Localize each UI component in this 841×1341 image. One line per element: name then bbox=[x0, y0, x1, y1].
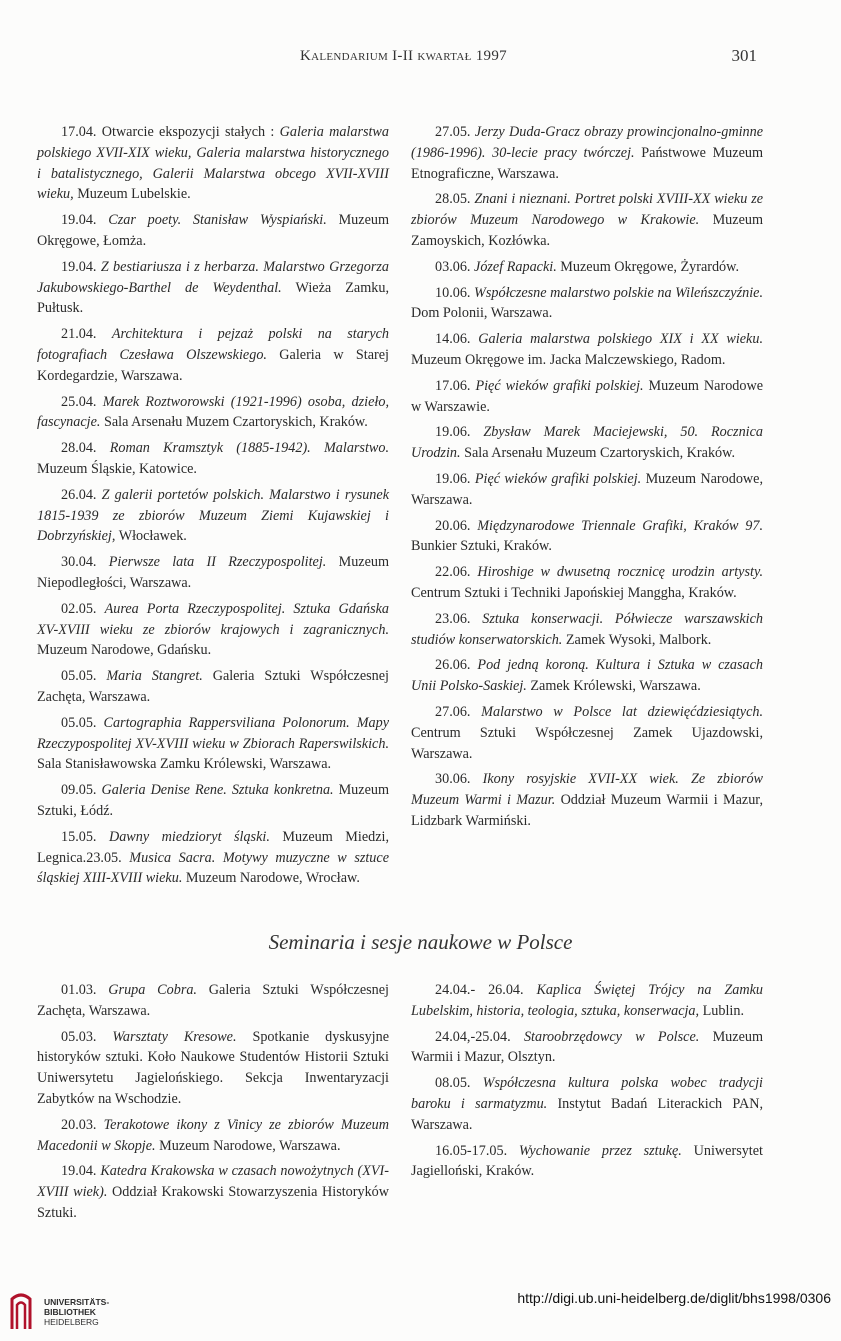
running-title-text: Kalendarium I-II kwartał bbox=[300, 48, 472, 64]
seminar-column-left bbox=[37, 980, 389, 1229]
calendar-entry bbox=[37, 257, 389, 319]
calendar-entry bbox=[411, 283, 763, 325]
entry-date: 28.05. bbox=[435, 191, 471, 208]
entry-title: Katedra Krakowska w czasach nowożytnych (XVI-XVIII wiek). bbox=[37, 1163, 390, 1201]
entry-date: 19.06. bbox=[435, 424, 471, 441]
calendar-entry bbox=[37, 122, 389, 205]
entry-date: 10.06. bbox=[435, 284, 471, 301]
entry-date: 01.03. bbox=[61, 982, 97, 998]
calendar-entry bbox=[411, 769, 763, 831]
entry-venue: Galeria w Starej Kordegardzie, Warszawa. bbox=[37, 346, 389, 384]
seminar-column-right bbox=[411, 980, 763, 1187]
entry-date: 30.04. bbox=[61, 554, 97, 571]
entry-venue: Spotkanie dyskusyjne historyków sztuki. Koło Naukowe Studentów Historii Sztuki Uniwersytetu Jagielońskiego. Sekcja Inwentaryzacji Zabytków na Wschodzie. bbox=[37, 1028, 389, 1107]
entry-title: Maria Stangret. bbox=[106, 668, 203, 685]
entry-date: 14.06. bbox=[435, 331, 471, 348]
entry-venue: Centrum Sztuki i Techniki Japońskiej Manggha, Kraków. bbox=[411, 584, 737, 601]
entry-date: 20.06. bbox=[435, 517, 471, 534]
entry-venue: Muzeum Narodowe, Warszawa. bbox=[155, 1137, 341, 1154]
entry-venue: Galeria Sztuki Współczesnej Zachęta, Warszawa. bbox=[37, 982, 389, 1019]
entry-date: 09.05. bbox=[61, 782, 97, 799]
calendar-entry bbox=[37, 552, 389, 594]
calendar-entry bbox=[411, 1141, 763, 1183]
source-url-link[interactable]: http://digi.ub.uni-heidelberg.de/diglit/bhs1998/0306 bbox=[517, 1290, 831, 1306]
entry-venue: Dom Polonii, Warszawa. bbox=[411, 305, 553, 322]
entry-venue: Muzeum Narodowe, Warszawa. bbox=[411, 470, 764, 508]
calendar-entry bbox=[411, 980, 763, 1022]
entry-date: 08.05. bbox=[435, 1075, 471, 1092]
library-name bbox=[44, 1297, 109, 1327]
entry-title: Jerzy Duda-Gracz obrazy prowincjonalno-gminne (1986-1996). 30-lecie pracy twórczej. bbox=[411, 124, 764, 161]
calendar-entry bbox=[37, 1115, 389, 1157]
entry-venue: Sala Stanisławowska Zamku Królewski, Warszawa. bbox=[37, 756, 332, 773]
entry-venue: Muzeum Śląskie, Katowice. bbox=[37, 460, 197, 477]
calendar-entry bbox=[411, 516, 763, 558]
section-heading: Seminaria i sesje naukowe w Polsce bbox=[268, 930, 573, 954]
entry-venue: Wieża Zamku, Pułtusk. bbox=[37, 279, 389, 317]
calendar-entry bbox=[411, 257, 763, 278]
calendar-entry bbox=[37, 1161, 389, 1223]
entry-title: Marek Roztworowski (1921-1996) osoba, dzieło, fascynacje. bbox=[37, 393, 389, 431]
entry-title: Roman Kramsztyk (1885-1942). Malarstwo. bbox=[109, 440, 389, 457]
calendar-entry bbox=[411, 422, 763, 464]
entry-title: Współczesne malarstwo polskie na Wileńszczyźnie. bbox=[474, 284, 764, 301]
entry-title: Czar poety. Stanisław Wyspiański. bbox=[108, 212, 327, 229]
entry-venue: Państwowe Muzeum Etnograficzne, Warszawa. bbox=[411, 144, 764, 182]
calendar-entry bbox=[37, 210, 389, 252]
entry-date: 25.04. bbox=[61, 393, 97, 410]
entry-venue: Oddział Muzeum Warmii i Mazur, Lidzbark Warmiński. bbox=[411, 792, 763, 829]
calendar-entry bbox=[411, 376, 763, 418]
entry-venue: Muzeum Warmii i Mazur, Olsztyn. bbox=[411, 1028, 763, 1066]
running-title-year: 1997 bbox=[475, 48, 507, 64]
calendar-entry bbox=[411, 329, 763, 371]
entry-title: Ikony rosyjskie XVII-XX wiek. Ze zbiorów Muzeum Warmi i Mazur. bbox=[411, 771, 763, 809]
entry-title: Hiroshige w dwusetną rocznicę urodzin artysty. bbox=[477, 564, 764, 581]
entry-venue: Muzeum Narodowe, Gdańsku. bbox=[37, 642, 212, 659]
entry-title: Architektura i pejzaż polski na starych fotografiach Czesława Olszewskiego. bbox=[37, 326, 390, 363]
entry-date: 19.06. bbox=[435, 470, 471, 487]
logo-line-2: BIBLIOTHEK bbox=[44, 1307, 96, 1317]
entry-venue: Muzeum Narodowe w Warszawie. bbox=[411, 377, 764, 415]
calendar-entry bbox=[411, 1027, 763, 1069]
entry-date: 05.05. bbox=[61, 714, 97, 731]
entry-venue: Muzeum Lubelskie. bbox=[73, 186, 191, 203]
entry-title: Galeria malarstwa polskiego XVII-XIX wieku, Galeria malarstwa historycznego i batalistycznego, Galerii Malarstwa obcego XVII-XVIII wieku, bbox=[37, 124, 389, 203]
entry-title: Pięć wieków grafiki polskiej. bbox=[474, 470, 642, 487]
entry-title: Z galerii portetów polskich. Malarstwo i rysunek 1815-1939 ze zbiorów Muzeum Ziemi Kujawskiej i Dobrzyńskiej, bbox=[37, 486, 389, 545]
entry-venue: Zamek Królewski, Warszawa. bbox=[526, 678, 701, 695]
calendar-entry bbox=[411, 702, 763, 764]
library-logo bbox=[8, 1287, 148, 1335]
entry-title: Współczesna kultura polska wobec tradycji baroku i sarmatyzmu. bbox=[411, 1075, 763, 1112]
entry-description: Otwarcie ekspozycji stałych : bbox=[101, 124, 280, 140]
entry-title: Musica Sacra. Motywy muzyczne w sztuce śląskiej XIII-XVIII wieku. bbox=[37, 849, 389, 887]
calendar-entry bbox=[37, 324, 389, 386]
calendar-column-right bbox=[411, 122, 763, 837]
entry-title: Terakotowe ikony z Vinicy ze zbiorów Muzeum Macedonii w Skopje. bbox=[37, 1116, 390, 1154]
entry-venue: Muzeum Zamoyskich, Kozłówka. bbox=[411, 212, 763, 249]
entry-date: 19.04. bbox=[61, 212, 97, 229]
calendar-entry bbox=[411, 1073, 763, 1135]
calendar-entry bbox=[411, 469, 763, 511]
entry-title: Staroobrzędowcy w Polsce. bbox=[523, 1028, 700, 1045]
entry-date: 19.04. bbox=[61, 258, 97, 275]
entry-title: Cartographia Rappersviliana Polonorum. Mapy Rzeczypospolitej XV-XVIII wieku w Zbiorach Raperswilskich. bbox=[37, 714, 389, 752]
entry-title: Wychowanie przez sztukę. bbox=[518, 1142, 682, 1159]
entry-date: 03.06. bbox=[435, 258, 471, 275]
entry-date: 26.06. bbox=[435, 657, 471, 674]
entry-date: 16.05-17.05. bbox=[435, 1142, 508, 1159]
calendar-entry bbox=[411, 655, 763, 697]
entry-venue: Bunkier Sztuki, Kraków. bbox=[411, 538, 552, 555]
entry-title: Galeria malarstwa polskiego XIX i XX wieku. bbox=[478, 331, 763, 348]
entry-date: 02.05. bbox=[61, 600, 97, 617]
entry-venue: Zamek Wysoki, Malbork. bbox=[562, 631, 712, 648]
entry-date: 22.06. bbox=[435, 564, 471, 581]
library-seal-icon bbox=[8, 1289, 34, 1333]
calendar-entry bbox=[411, 189, 763, 251]
calendar-entry bbox=[37, 485, 389, 547]
entry-date: 15.05. bbox=[61, 828, 97, 845]
entry-venue: Muzeum Sztuki, Łódź. bbox=[37, 782, 390, 819]
entry-title: Pod jedną koroną. Kultura i Sztuka w czasach Unii Polsko-Saskiej. bbox=[411, 657, 764, 695]
entry-venue: Uniwersytet Jagielloński, Kraków. bbox=[411, 1142, 763, 1180]
entry-title: Znani i nieznani. Portret polski XVIII-XX wieku ze zbiorów Muzeum Narodowego w Krakowie. bbox=[411, 191, 764, 229]
entry-date: 05.05. bbox=[61, 668, 97, 685]
entry-title: Kaplica Świętej Trójcy na Zamku Lubelskim, historia, teologia, sztuka, konserwacja, bbox=[411, 982, 764, 1019]
entry-date: 24.04.- 26.04. bbox=[435, 982, 524, 998]
calendar-entry bbox=[37, 666, 389, 708]
entry-venue: Galeria Sztuki Współczesnej Zachęta, Warszawa. bbox=[37, 668, 389, 705]
entry-title: Malarstwo w Polsce lat dziewięćdziesiątych. bbox=[481, 703, 764, 720]
entry-title: Warsztaty Kresowe. bbox=[112, 1028, 237, 1045]
entry-title: Galeria Denise Rene. Sztuka konkretna. bbox=[101, 782, 334, 799]
entry-date: 05.03. bbox=[61, 1028, 97, 1045]
entry-date: 27.06. bbox=[435, 703, 471, 720]
entry-venue: Muzeum Niepodległości, Warszawa. bbox=[37, 554, 390, 591]
entry-venue: Muzeum Okręgowe im. Jacka Malczewskiego, Radom. bbox=[411, 351, 726, 368]
entry-date: 17.06. bbox=[435, 377, 471, 394]
page-number: 301 bbox=[731, 46, 757, 65]
entry-title: Zbysław Marek Maciejewski, 50. Rocznica Urodzin. bbox=[411, 424, 763, 462]
entry-date: 28.04. bbox=[61, 440, 97, 457]
entry-date: 27.05. bbox=[435, 124, 471, 140]
entry-title: Pierwsze lata II Rzeczypospolitej. bbox=[108, 554, 327, 571]
calendar-entry bbox=[411, 609, 763, 651]
entry-title: Z bestiariusza i z herbarza. Malarstwo Grzegorza Jakubowskiego-Barthel de Weydenthal. bbox=[37, 258, 389, 296]
logo-line-1: UNIVERSITÄTS- bbox=[44, 1297, 110, 1307]
entry-venue: Centrum Sztuki Współczesnej Zamek Ujazdowski, Warszawa. bbox=[411, 724, 763, 762]
entry-venue: Instytut Badań Literackich PAN, Warszawa. bbox=[411, 1095, 763, 1133]
entry-venue: Muzeum Okręgowe, Łomża. bbox=[37, 212, 390, 249]
calendar-entry bbox=[37, 599, 389, 661]
entry-date: 20.03. bbox=[61, 1116, 97, 1133]
entry-title: Józef Rapacki. bbox=[474, 258, 557, 275]
entry-date: 21.04. bbox=[61, 326, 97, 343]
entry-venue: Włocławek. bbox=[115, 528, 187, 545]
entry-venue: Sala Arsenału Muzeum Czartoryskich, Kraków. bbox=[460, 445, 736, 462]
calendar-entry bbox=[37, 438, 389, 480]
calendar-entry bbox=[411, 562, 763, 604]
entry-venue: Lublin. bbox=[699, 1002, 745, 1019]
entry-title: Międzynarodowe Triennale Grafiki, Kraków 97. bbox=[477, 517, 763, 534]
calendar-entry bbox=[37, 827, 389, 889]
calendar-entry bbox=[37, 780, 389, 822]
calendar-column-left bbox=[37, 122, 389, 894]
entry-venue: Muzeum Narodowe, Wrocław. bbox=[182, 870, 360, 887]
entry-date: 23.06. bbox=[435, 610, 471, 627]
entry-title: Dawny miedzioryt śląski. bbox=[108, 828, 270, 845]
entry-title: Aurea Porta Rzeczypospolitej. Sztuka Gdańska XV-XVIII wieku ze zbiorów krajowych i zagranicznych. bbox=[37, 600, 389, 638]
calendar-entry bbox=[37, 1027, 389, 1110]
calendar-entry bbox=[37, 392, 389, 434]
entry-venue: Muzeum Okręgowe, Żyrardów. bbox=[556, 258, 740, 275]
calendar-entry bbox=[411, 122, 763, 184]
calendar-entry bbox=[37, 980, 389, 1022]
entry-venue: Oddział Krakowski Stowarzyszenia Historyków Sztuki. bbox=[37, 1184, 389, 1221]
entry-date: 17.04. bbox=[61, 124, 97, 140]
logo-line-3: HEIDELBERG bbox=[44, 1317, 99, 1327]
entry-title: Grupa Cobra. bbox=[108, 982, 197, 998]
entry-venue: Sala Arsenału Muzem Czartoryskich, Kraków. bbox=[100, 414, 368, 431]
entry-date: 30.06. bbox=[435, 771, 471, 788]
running-title bbox=[300, 48, 507, 65]
entry-date: 24.04,-25.04. bbox=[435, 1028, 511, 1045]
calendar-entry bbox=[37, 713, 389, 775]
entry-date: 19.04. bbox=[61, 1163, 97, 1180]
running-header bbox=[0, 48, 841, 72]
entry-title: Sztuka konserwacji. Półwiecze warszawskich studiów konserwatorskich. bbox=[411, 610, 764, 648]
entry-date: 26.04. bbox=[61, 486, 97, 503]
entry-venue: Muzeum Miedzi, Legnica.23.05. bbox=[37, 828, 390, 866]
entry-title: Pięć wieków grafiki polskiej. bbox=[475, 377, 644, 394]
